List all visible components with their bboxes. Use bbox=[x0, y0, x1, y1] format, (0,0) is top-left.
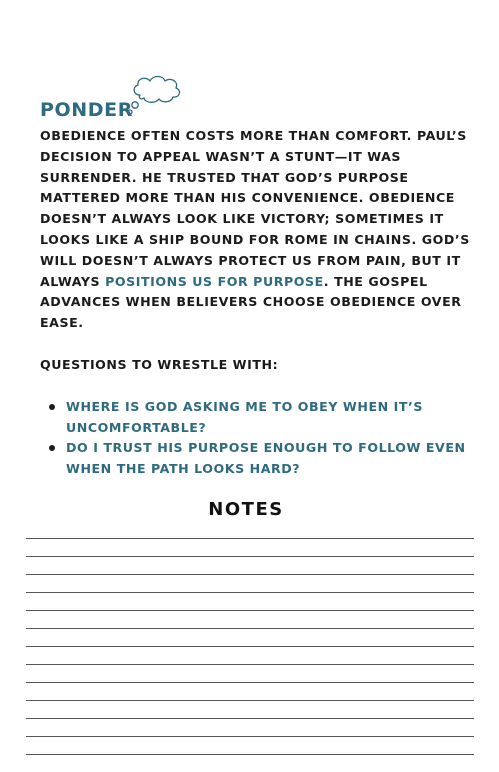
notes-title: NOTES bbox=[208, 499, 284, 520]
note-line bbox=[26, 538, 474, 539]
reflection-text-1: OBEDIENCE OFTEN COSTS MORE THAN COMFORT. PAUL’S DECISION TO APPEAL WASN’T A STUNT—IT WAS SURRENDER. HE TRUSTED THAT GOD’S PURPOSE MATTERED MORE THAN HIS CONVENIENCE. OBEDIENCE DOESN’T ALWAYS LOOK LIKE VICTORY; SOMETIMES IT LOOKS LIKE A SHIP BOUND FOR ROME IN CHAINS. GOD’S WILL DOESN’T ALWAYS PROTECT US FROM PAIN, BUT IT ALWAYS bbox=[40, 128, 470, 289]
ponder-title: PONDER bbox=[40, 99, 133, 121]
note-line bbox=[26, 718, 474, 719]
questions-label: QUESTIONS TO WRESTLE WITH: bbox=[40, 357, 279, 372]
note-line bbox=[26, 736, 474, 737]
question-text: WHERE IS GOD ASKING ME TO OBEY WHEN IT’S UNCOMFORTABLE? bbox=[66, 399, 423, 435]
note-line bbox=[26, 664, 474, 665]
question-text: DO I TRUST HIS PURPOSE ENOUGH TO FOLLOW EVEN WHEN THE PATH LOOKS HARD? bbox=[66, 440, 466, 476]
note-line bbox=[26, 754, 474, 755]
note-line bbox=[26, 700, 474, 701]
reflection-text-2: . THE GOSPEL ADVANCES WHEN BELIEVERS CHOOSE OBEDIENCE OVER EASE. bbox=[40, 273, 462, 331]
note-line bbox=[26, 592, 474, 593]
note-line bbox=[26, 610, 474, 611]
highlight-phrase: POSITIONS US FOR PURPOSE bbox=[105, 273, 324, 289]
note-line bbox=[26, 682, 474, 683]
note-line bbox=[26, 628, 474, 629]
note-line bbox=[26, 574, 474, 575]
notes-lines bbox=[26, 0, 474, 772]
note-line bbox=[26, 556, 474, 557]
note-line bbox=[26, 646, 474, 647]
